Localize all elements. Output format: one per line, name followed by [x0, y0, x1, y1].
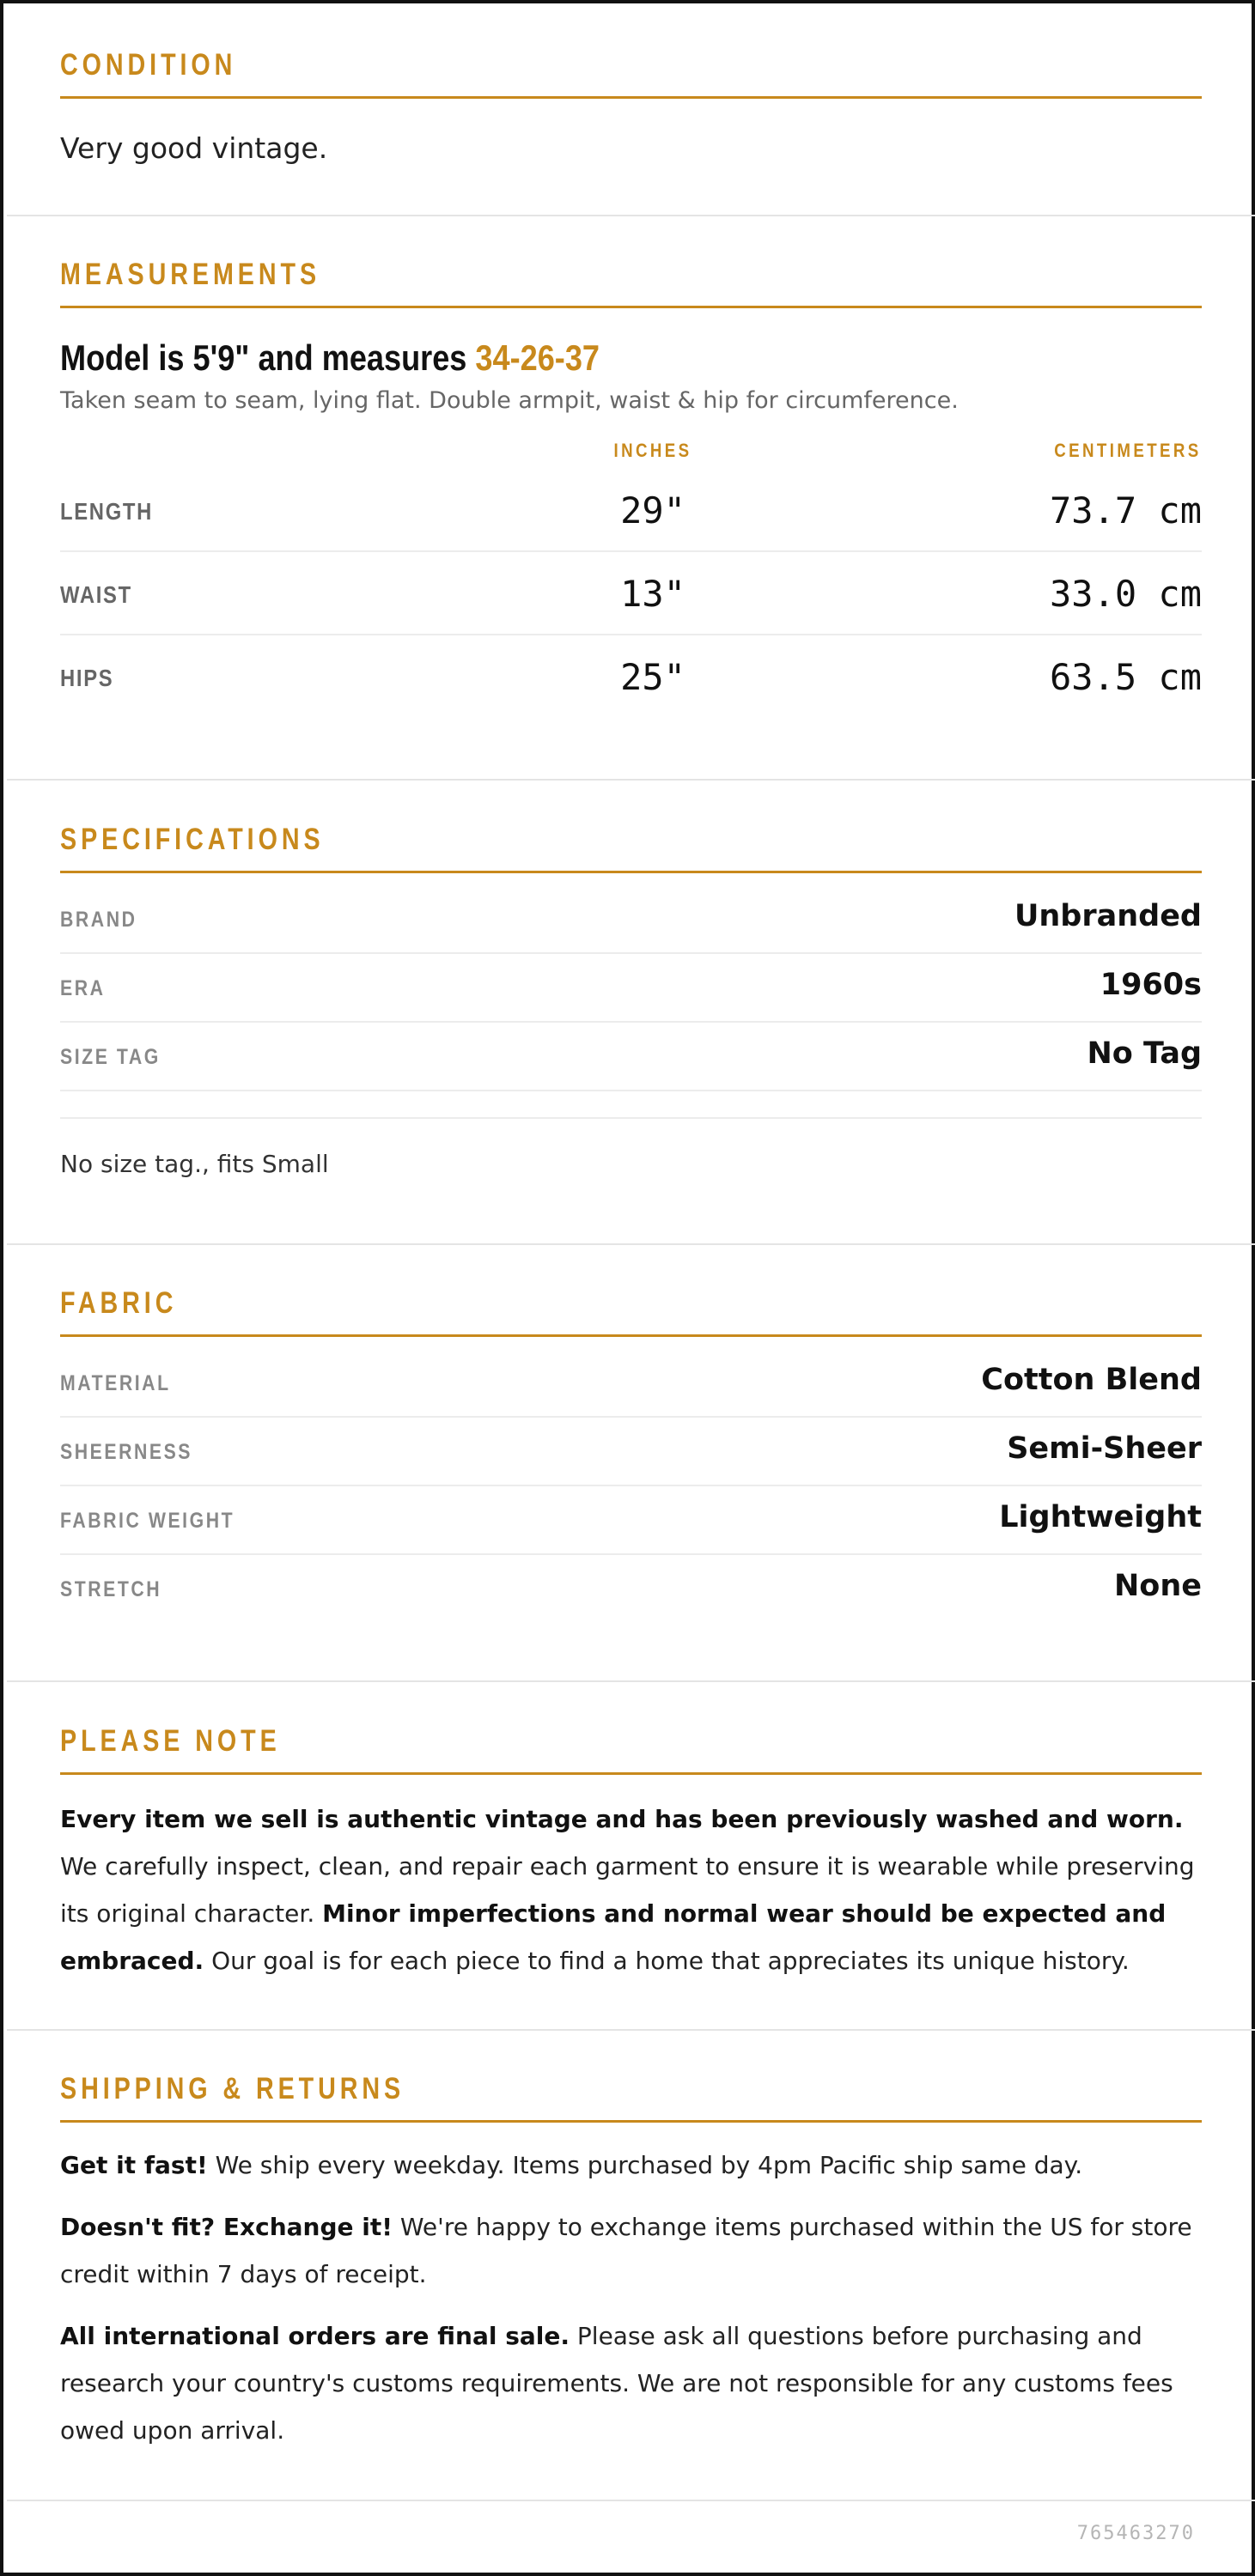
- please-note-bold-2: Minor imperfections and normal wear should be expected and embraced.: [60, 1899, 1167, 1975]
- condition-heading: CONDITION: [60, 48, 237, 82]
- spec-value: None: [1114, 1569, 1202, 1603]
- please-note-rule: [60, 1772, 1202, 1775]
- fabric-row-material: [60, 1349, 1202, 1418]
- spec-note-divider: [60, 1117, 1202, 1119]
- shipping-fast-bold: Get it fast!: [60, 2151, 208, 2179]
- shipping-paragraph-international: [60, 2312, 1202, 2454]
- fabric-row-stretch: [60, 1555, 1202, 1624]
- fabric-row-sheerness: [60, 1418, 1202, 1486]
- measurement-label: LENGTH: [60, 498, 154, 525]
- shipping-paragraph-exchange: [60, 2203, 1202, 2298]
- spec-label: MATERIAL: [60, 1371, 171, 1395]
- specifications-section: [7, 823, 1255, 1178]
- section-divider: [7, 2500, 1255, 2501]
- measurements-table: [60, 440, 1202, 719]
- measurements-column-headers: [60, 440, 1202, 469]
- size-note: No size tag., fits Small: [60, 1150, 329, 1178]
- model-measures-prefix: Model is 5'9" and measures: [60, 337, 476, 378]
- specifications-rule: [60, 871, 1202, 873]
- spec-label: BRAND: [60, 908, 137, 932]
- spec-label: FABRIC WEIGHT: [60, 1509, 235, 1533]
- measurements-note: Taken seam to seam, lying flat. Double armpit, waist & hip for circumference.: [60, 387, 959, 414]
- please-note-section: [7, 1724, 1255, 1984]
- please-note-paragraph: [60, 1795, 1202, 1984]
- measurement-centimeters: 33.0 cm: [1049, 573, 1202, 615]
- please-note-heading: PLEASE NOTE: [60, 1724, 281, 1758]
- section-divider: [7, 1243, 1255, 1245]
- section-divider: [7, 2029, 1255, 2031]
- spec-row-size-tag: [60, 1023, 1202, 1091]
- measurement-inches: 13": [620, 573, 685, 615]
- spec-value: Unbranded: [1014, 899, 1202, 933]
- spec-label: STRETCH: [60, 1577, 162, 1601]
- please-note-bold-1: Every item we sell is authentic vintage and has been previously washed and worn.: [60, 1805, 1184, 1833]
- fabric-heading: FABRIC: [60, 1286, 178, 1320]
- fabric-list: [60, 1349, 1202, 1624]
- inches-column-header: INCHES: [613, 440, 692, 461]
- spec-value: Semi-Sheer: [1007, 1431, 1202, 1466]
- condition-text: Very good vintage.: [60, 131, 328, 165]
- section-divider: [7, 215, 1255, 216]
- shipping-international-text: Please ask all questions before purchasing and research your country's customs requirements. We are not responsible for any customs fees owed upon arrival.: [60, 2322, 1173, 2445]
- shipping-exchange-text: We're happy to exchange items purchased within the US for store credit within 7 days of receipt.: [60, 2213, 1192, 2288]
- spec-value: No Tag: [1087, 1036, 1202, 1071]
- measurement-label: WAIST: [60, 581, 132, 608]
- model-measures-title: [60, 337, 1042, 379]
- measurement-inches: 29": [620, 489, 685, 532]
- spec-label: SHEERNESS: [60, 1440, 193, 1464]
- measurement-row-length: [60, 469, 1202, 552]
- fabric-rule: [60, 1334, 1202, 1337]
- shipping-section: [7, 2072, 1255, 2454]
- section-divider: [7, 1680, 1255, 1682]
- please-note-text-1: We carefully inspect, clean, and repair each garment to ensure it is wearable while preserving its original character.: [60, 1852, 1195, 1928]
- spec-value: Lightweight: [999, 1500, 1202, 1534]
- measurements-rule: [60, 306, 1202, 308]
- please-note-text-2: Our goal is for each piece to find a home that appreciates its unique history.: [204, 1947, 1130, 1975]
- condition-rule: [60, 96, 1202, 99]
- measurements-section: [7, 258, 1255, 719]
- model-measures-numbers: 34-26-37: [475, 337, 600, 378]
- specifications-list: [60, 885, 1202, 1091]
- spec-label: SIZE TAG: [60, 1045, 161, 1069]
- section-divider: [7, 779, 1255, 781]
- spec-value: Cotton Blend: [981, 1363, 1202, 1397]
- measurement-row-waist: [60, 552, 1202, 635]
- fabric-section: [7, 1286, 1255, 1624]
- spec-value: 1960s: [1100, 968, 1202, 1002]
- spec-label: ERA: [60, 976, 106, 1000]
- measurement-row-hips: [60, 635, 1202, 719]
- product-sku: 765463270: [1076, 2523, 1195, 2544]
- condition-section: [7, 48, 1255, 165]
- shipping-heading: SHIPPING & RETURNS: [60, 2072, 405, 2105]
- shipping-international-bold: All international orders are final sale.: [60, 2322, 570, 2350]
- shipping-paragraph-fast: [60, 2142, 1202, 2189]
- measurement-centimeters: 73.7 cm: [1049, 489, 1202, 532]
- shipping-exchange-bold: Doesn't fit? Exchange it!: [60, 2213, 393, 2241]
- shipping-rule: [60, 2120, 1202, 2123]
- measurement-label: HIPS: [60, 665, 114, 691]
- centimeters-column-header: CENTIMETERS: [1054, 440, 1202, 461]
- spec-row-brand: [60, 885, 1202, 954]
- specifications-heading: SPECIFICATIONS: [60, 823, 325, 856]
- measurement-centimeters: 63.5 cm: [1049, 656, 1202, 698]
- shipping-fast-text: We ship every weekday. Items purchased by 4pm Pacific ship same day.: [207, 2151, 1083, 2179]
- spec-row-era: [60, 954, 1202, 1023]
- measurement-inches: 25": [620, 656, 685, 698]
- fabric-row-weight: [60, 1486, 1202, 1555]
- measurements-heading: MEASUREMENTS: [60, 258, 321, 291]
